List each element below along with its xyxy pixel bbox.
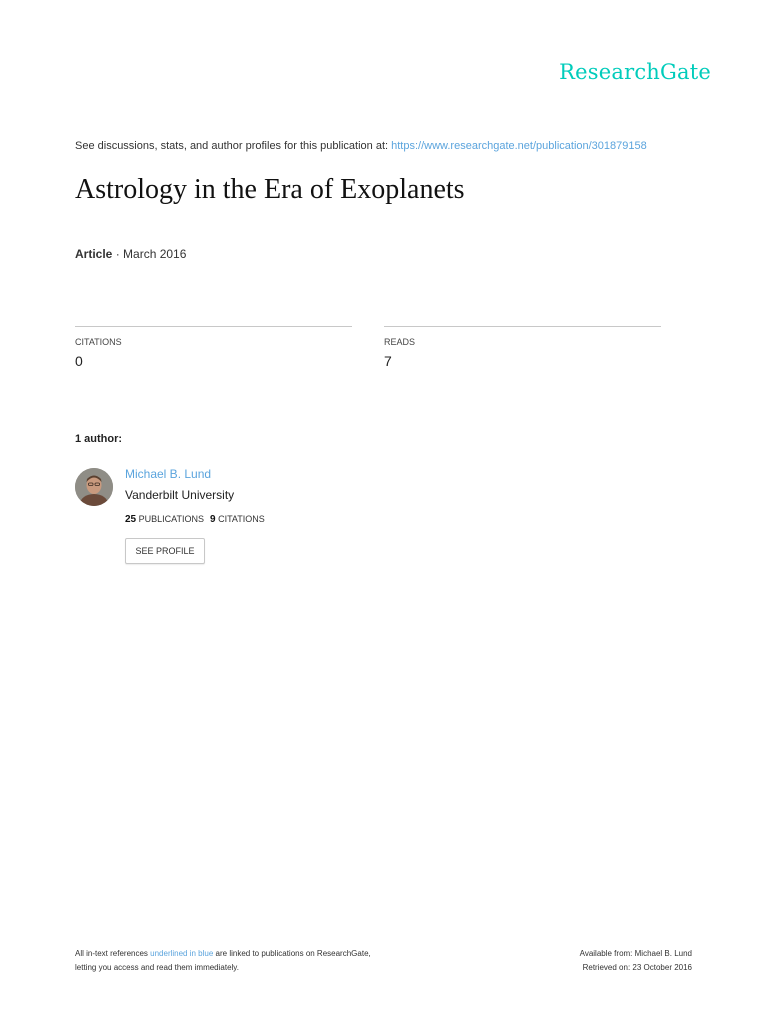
publication-meta — [75, 247, 186, 261]
author-citations-label: CITATIONS — [218, 514, 265, 524]
author-citations-count: 9 — [210, 514, 216, 525]
underlined-in-blue-link[interactable]: underlined in blue — [150, 949, 214, 958]
footer-note-line-1 — [75, 947, 371, 961]
see-profile-button[interactable]: SEE PROFILE — [125, 538, 205, 564]
publication-type: Article — [75, 247, 113, 261]
footer-availability — [580, 947, 692, 975]
author-institution: Vanderbilt University — [125, 488, 235, 502]
citations-count: 0 — [75, 353, 83, 369]
footer-note — [75, 947, 371, 975]
footer-note-line-2: letting you access and read them immediately. — [75, 963, 239, 972]
author-photo-icon — [75, 468, 113, 506]
discussion-line — [75, 140, 647, 152]
publication-url-link[interactable]: https://www.researchgate.net/publication/301879158 — [391, 140, 647, 152]
author-stats — [125, 514, 265, 525]
reads-label: READS — [384, 337, 416, 347]
publication-date: March 2016 — [123, 247, 187, 261]
footer-note-suffix: are linked to publications on ResearchGate, — [213, 949, 371, 958]
authors-heading: 1 author: — [75, 433, 123, 445]
citations-stat — [75, 326, 352, 369]
reads-count: 7 — [384, 353, 392, 369]
discussion-text: See discussions, stats, and author profiles for this publication at: — [75, 140, 392, 152]
citations-label: CITATIONS — [75, 337, 122, 347]
author-name-link[interactable]: Michael B. Lund — [125, 467, 212, 481]
publication-title: Astrology in the Era of Exoplanets — [75, 174, 465, 205]
meta-separator: · — [112, 247, 124, 261]
available-from: Available from: Michael B. Lund — [579, 949, 692, 958]
footer-note-prefix: All in-text references — [75, 949, 151, 958]
author-publications-label: PUBLICATIONS — [138, 514, 204, 524]
author-avatar[interactable] — [75, 468, 113, 506]
researchgate-logo[interactable]: ResearchGate — [559, 60, 711, 84]
author-publications-count: 25 — [125, 514, 137, 525]
reads-stat — [384, 326, 661, 369]
retrieved-on: Retrieved on: 23 October 2016 — [582, 963, 692, 972]
